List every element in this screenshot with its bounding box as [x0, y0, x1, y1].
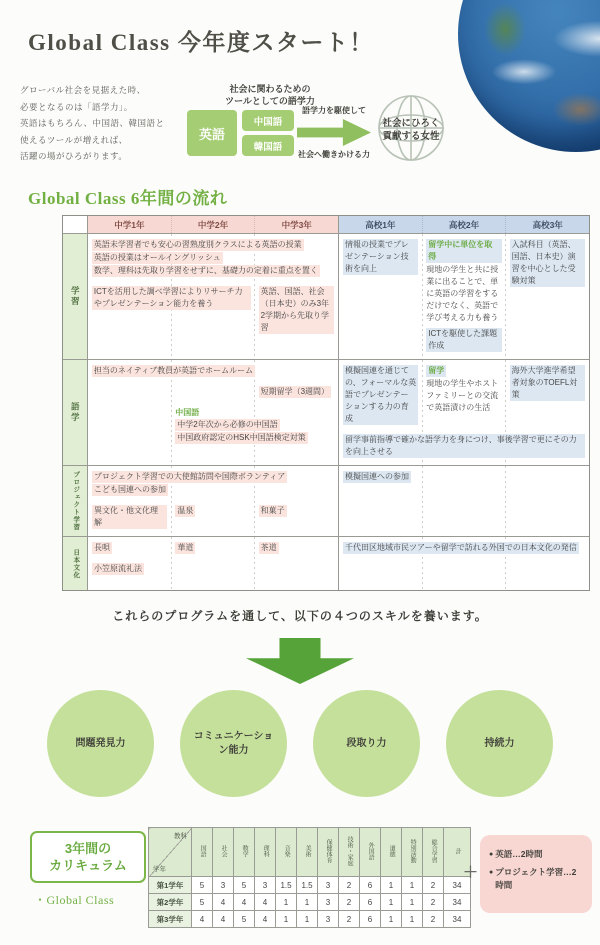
value-cell: 6 [360, 911, 381, 928]
intro-line: 活躍の場がひろがります。 [20, 151, 128, 161]
flow-row-study [63, 234, 589, 360]
project-theme2-cell [171, 503, 254, 532]
language-jhs-panel [88, 360, 338, 465]
curriculum-section [0, 825, 600, 945]
value-cell: 1 [402, 911, 423, 928]
extra-hours-text: プロジェクト学習…2時間 [495, 867, 577, 890]
row-label-study [63, 234, 88, 359]
flow-row-language [63, 360, 589, 466]
row-label-text: 日本文化 [72, 548, 80, 579]
value-cell: 3 [318, 894, 339, 911]
language-hs2-cell [422, 363, 505, 428]
language-trip-text: 短期留学（3週間） [260, 387, 330, 396]
column-header-jhs1: 中学1年 [88, 216, 172, 233]
column-header-jhs3: 中学3年 [255, 216, 339, 233]
value-cell: 2 [339, 877, 360, 894]
skills-lead-text: これらのプログラムを通して、以下の４つのスキルを養います。 [112, 609, 488, 623]
subject-header [213, 828, 234, 877]
intro-line: 必要となるのは「語学力」。 [20, 101, 133, 112]
project-theme-text: 和菓子 [260, 506, 285, 515]
language-chinese-line: 中国政府認定のHSK中国語検定対策 [177, 433, 306, 442]
project-hs-panel [338, 466, 589, 536]
right-arrow-icon [297, 119, 371, 146]
row-label-text: 語学 [70, 402, 81, 423]
column-header-hs1: 高校1年 [339, 216, 423, 233]
subject-header-text: 外国語 [367, 842, 374, 860]
value-cell: 5 [234, 911, 255, 928]
language-homeroom-text: 担当のネイティブ教員が英語でホームルーム [93, 366, 254, 375]
subject-header-text: 特別活動 [409, 839, 416, 863]
language-hs3-text: 海外大学進学希望者対象のTOEFL対策 [510, 365, 585, 401]
study-hs2-body: 現地の学生と共に授業に出ることで、単に英語の学習をするだけでなく、英語で学び考える力も養う [426, 265, 499, 322]
corner-grade-label: 学年 [153, 866, 166, 873]
row-label-text: 学習 [70, 286, 81, 307]
diagram-caption [188, 84, 352, 107]
value-cell: 3 [318, 911, 339, 928]
study-ict-cell [88, 284, 255, 337]
language-hs-bottom-cell [339, 432, 589, 461]
study-jhs-panel [88, 234, 338, 359]
plus-icon: ＋ [463, 864, 479, 881]
curriculum-corner-cell [149, 828, 192, 877]
value-cell: 1.5 [297, 877, 318, 894]
subject-header-text: 保健体育 [325, 839, 332, 863]
extra-hours-box [480, 835, 592, 913]
goal-text-line: 貢献する女性 [382, 131, 440, 142]
culture-item-text: 茶道 [260, 543, 277, 552]
culture-item2-cell [171, 540, 254, 557]
row-label-culture [63, 537, 88, 590]
value-cell: 3 [213, 877, 234, 894]
flow-row-project [63, 466, 589, 537]
extra-hours-text: 英語…2時間 [495, 849, 543, 859]
value-cell: 2 [339, 911, 360, 928]
culture-jhs-panel [88, 537, 338, 590]
language-chinese-title: 中国語 [175, 408, 200, 417]
language-box-korean: 韓国語 [242, 135, 294, 156]
bullet-icon: ● [489, 869, 494, 876]
column-header-hs2: 高校2年 [423, 216, 507, 233]
study-line: 英語未学習者でも安心の習熟度別クラスによる英語の授業 [93, 240, 302, 249]
value-cell: 1 [381, 877, 402, 894]
page-header [0, 0, 600, 180]
value-cell: 1 [297, 894, 318, 911]
culture-item1-cell [88, 540, 171, 557]
value-cell: 1.5 [276, 877, 297, 894]
six-year-flow-table [62, 215, 590, 591]
value-cell: 6 [360, 894, 381, 911]
language-hs2-body: 現地の学生やホストファミリーとの交流で英語漬けの生活 [426, 379, 499, 412]
goal-text-line: 社会にひろく [382, 118, 440, 129]
bullet-icon: ● [489, 851, 494, 858]
language-hs-bottom-text: 留学事前指導で確かな語学力を身につけ、事後学習で更にその力を向上させる [343, 434, 585, 458]
curriculum-title-line: 3年間の [64, 841, 112, 856]
curriculum-row-grade2 [149, 894, 471, 911]
value-cell: 5 [234, 877, 255, 894]
flow-table-corner [63, 216, 88, 233]
grade-cell: 第1学年 [149, 877, 192, 894]
extra-hours-item [489, 866, 583, 892]
value-cell: 4 [213, 894, 234, 911]
flow-section-title: Global Class 6年間の流れ [28, 189, 228, 208]
language-hs1-text: 模擬国連を通じての、フォーマルな英語でプレゼンテーションする力の育成 [343, 365, 418, 425]
value-cell: 2 [339, 894, 360, 911]
skill-circle-communication: コミュニケーション能力 [180, 690, 287, 797]
down-arrow-icon [246, 638, 354, 684]
value-cell: 1 [402, 894, 423, 911]
language-chinese-line: 中学2年次から必修の中国語 [177, 420, 278, 429]
column-header-hs3: 高校3年 [506, 216, 589, 233]
study-jhs3-cell [255, 284, 338, 337]
global-class-label: ・Global Class [34, 893, 115, 907]
page-title: Global Class 今年度スタート！ [28, 30, 374, 55]
study-jhs3-text: 英語、国語、社会（日本史）のみ3年2学期から先取り学習 [259, 286, 334, 334]
grade-cell: 第2学年 [149, 894, 192, 911]
value-cell: 1 [297, 911, 318, 928]
subject-header-text: 美術 [304, 845, 311, 857]
language-chinese-cell [171, 405, 338, 447]
culture-bottom-cell [88, 561, 338, 578]
culture-item-text: 華道 [177, 543, 194, 552]
project-line: こども国連への参加 [94, 485, 166, 494]
total-header-text: 計 [454, 848, 461, 854]
value-cell: 4 [234, 894, 255, 911]
column-header-jhs2: 中学2年 [172, 216, 256, 233]
skill-circle-planning: 段取り力 [313, 690, 420, 797]
study-line: 英語の授業はオールイングリッシュ [93, 253, 221, 262]
diagram-caption-line: 社会に関わるための [229, 84, 311, 94]
language-homeroom-cell [88, 363, 338, 380]
earth-photo [458, 0, 600, 152]
value-cell: 4 [255, 911, 276, 928]
language-hs-panel [338, 360, 589, 465]
study-jhs-main [88, 237, 338, 280]
total-cell: 34 [444, 911, 471, 928]
value-cell: 1 [381, 911, 402, 928]
total-cell: 34 [444, 894, 471, 911]
flow-table-header-row [63, 216, 589, 234]
intro-line: 使えるツールが増えれば、 [20, 134, 128, 145]
curriculum-row-grade3 [149, 911, 471, 928]
value-cell: 1 [276, 894, 297, 911]
curriculum-table [148, 827, 471, 928]
value-cell: 4 [213, 911, 234, 928]
language-trip-cell [255, 384, 338, 401]
project-theme-text: 温泉 [177, 506, 194, 515]
subject-header [276, 828, 297, 877]
arrow-label-top: 語学力を駆使して [302, 106, 366, 115]
subject-header [339, 828, 360, 877]
study-hs3-text: 入試科目（英語、国語、日本史）演習を中心とした受験対策 [510, 239, 585, 287]
arrow-label-bottom: 社会へ働きかける力 [298, 150, 370, 159]
intro-text [20, 82, 192, 165]
language-hs1-cell [339, 363, 422, 428]
row-label-text: プロジェクト学習 [72, 471, 80, 531]
subject-header-text: 理科 [262, 845, 269, 857]
grade-cell: 第3学年 [149, 911, 192, 928]
total-cell: 34 [444, 877, 471, 894]
curriculum-title-box [30, 831, 146, 883]
value-cell: 1 [402, 877, 423, 894]
study-ict-text: ICTを活用した調べ学習によりリサーチ力やプレゼンテーション能力を養う [92, 286, 251, 310]
goal-text [368, 117, 454, 143]
curriculum-row-grade1 [149, 877, 471, 894]
subject-header [402, 828, 423, 877]
subject-header-text: 音楽 [283, 845, 290, 857]
study-hs2-ict: ICTを駆使した課題作成 [426, 328, 501, 352]
value-cell: 5 [192, 894, 213, 911]
subject-header [255, 828, 276, 877]
value-cell: 4 [192, 911, 213, 928]
subject-header-text: 技術・家庭 [346, 836, 353, 866]
subject-header-text: 数学 [241, 845, 248, 857]
value-cell: 2 [423, 877, 444, 894]
subject-header [381, 828, 402, 877]
project-theme3-cell [255, 503, 338, 532]
project-line: プロジェクト学習での大使館訪問や国際ボランティア [94, 472, 286, 481]
row-label-language [63, 360, 88, 465]
project-theme-text: 異文化・他文化理解 [92, 505, 167, 529]
subject-header-text: 社会 [220, 845, 227, 857]
project-theme1-cell [88, 503, 171, 532]
project-jhs-panel [88, 466, 338, 536]
subject-header-text: 総合学習 [430, 839, 437, 863]
study-hs1-cell [339, 237, 422, 355]
curriculum-title-line: カリキュラム [49, 858, 127, 873]
value-cell: 5 [192, 877, 213, 894]
subject-header [318, 828, 339, 877]
language-hs3-cell [506, 363, 589, 428]
value-cell: 2 [423, 911, 444, 928]
culture-hs-text: 千代田区地域市民ツアーや留学で訪れる外国での日本文化の発信 [345, 543, 577, 552]
skill-circle-persistence: 持続力 [446, 690, 553, 797]
subject-header [234, 828, 255, 877]
curriculum-header-row [149, 828, 471, 877]
study-hs3-cell [506, 237, 589, 355]
row-label-project [63, 466, 88, 536]
culture-bottom-text: 小笠原流礼法 [94, 564, 142, 573]
study-hs2-cell [422, 237, 505, 355]
culture-item-text: 長唄 [94, 543, 110, 552]
goal-badge [368, 93, 454, 171]
subject-header [360, 828, 381, 877]
project-jhs-main [88, 469, 338, 499]
subject-header-text: 道徳 [388, 845, 395, 857]
language-box-chinese: 中国語 [242, 110, 294, 131]
culture-hs-cell [339, 540, 589, 557]
subject-header [423, 828, 444, 877]
culture-hs-panel [338, 537, 589, 590]
language-hs2-title: 留学 [428, 366, 445, 375]
study-line: 数学、理科は先取り学習をせずに、基礎力の定着に重点を置く [93, 266, 318, 275]
value-cell: 3 [255, 877, 276, 894]
skill-circle-problem-finding: 問題発見力 [47, 690, 154, 797]
intro-line: グローバル社会を見据えた時、 [20, 85, 146, 95]
study-hs2-title: 留学中に単位を取得 [426, 239, 501, 263]
value-cell: 2 [423, 894, 444, 911]
value-cell: 1 [276, 911, 297, 928]
value-cell: 3 [318, 877, 339, 894]
language-box-english: 英語 [187, 110, 237, 156]
project-hs-text: 模擬国連への参加 [345, 472, 409, 481]
subject-header [192, 828, 213, 877]
subject-header [297, 828, 318, 877]
flow-row-culture [63, 537, 589, 590]
extra-hours-item [489, 848, 583, 861]
intro-line: 英語はもちろん、中国語、韓国語と [20, 118, 165, 128]
subject-header-text: 国語 [199, 845, 206, 857]
study-hs-panel [338, 234, 589, 359]
value-cell: 1 [381, 894, 402, 911]
project-hs-cell [339, 469, 589, 486]
value-cell: 6 [360, 877, 381, 894]
diagram-caption-line: ツールとしての語学力 [225, 95, 315, 106]
study-hs1-text: 情報の授業でプレゼンテーション技術を向上 [343, 239, 418, 275]
value-cell: 4 [255, 894, 276, 911]
skill-circles [0, 690, 600, 797]
culture-item3-cell [255, 540, 338, 557]
corner-subject-label: 教科 [174, 833, 187, 840]
